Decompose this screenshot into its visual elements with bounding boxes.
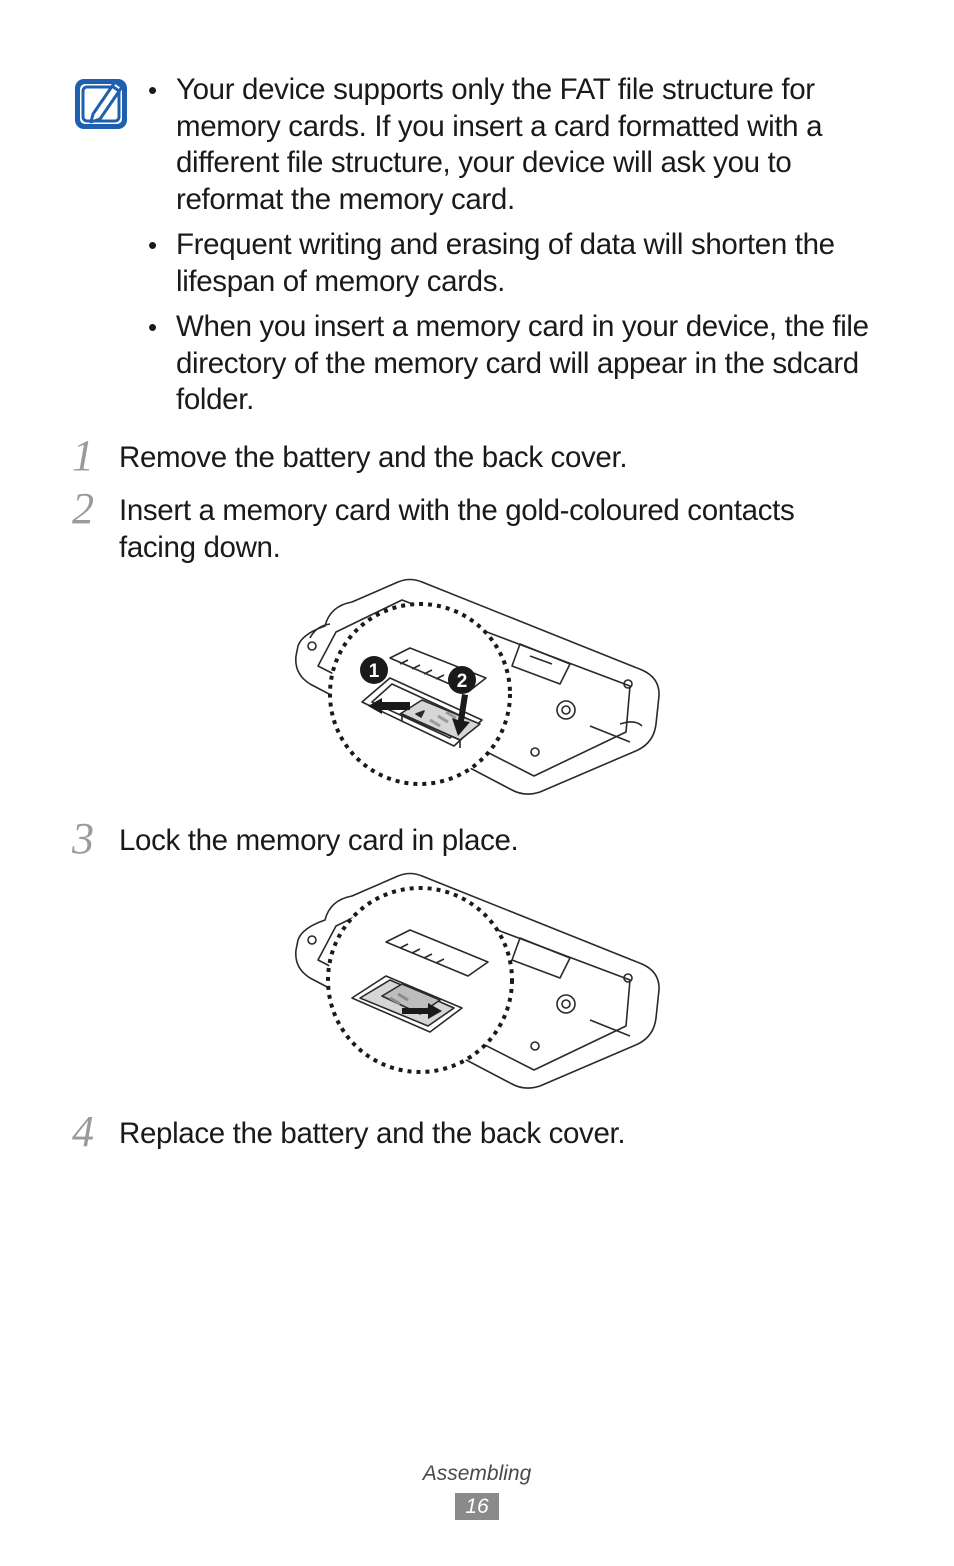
callout-2: 2 (456, 671, 468, 692)
step-text: Insert a memory card with the gold-coloured contacts facing down. (119, 494, 795, 564)
step-text: Lock the memory card in place. (119, 824, 519, 857)
step-number: 3 (72, 814, 94, 863)
step-text: Replace the battery and the back cover. (119, 1117, 626, 1150)
page-number: 16 (455, 1493, 499, 1520)
step-number: 1 (72, 431, 94, 480)
callout-1: 1 (368, 661, 380, 682)
lock-card-illustration (290, 868, 665, 1098)
note-item: • Your device supports only the FAT file structure for memory cards. If you insert a card formatted with a different file structure, your device will ask you to reformat the memory card. (148, 73, 823, 216)
note-item: • Frequent writing and erasing of data will shorten the lifespan of memory cards. (148, 228, 835, 298)
step-number: 2 (72, 484, 94, 533)
note-pencil-icon (73, 76, 131, 132)
note-list (146, 72, 886, 428)
section-label: Assembling (422, 1462, 532, 1485)
step-text: Remove the battery and the back cover. (119, 441, 628, 474)
step-number: 4 (72, 1107, 94, 1156)
note-item: • When you insert a memory card in your device, the file directory of the memory card will appear in the sdcard folder. (148, 310, 869, 416)
insert-card-illustration (290, 574, 665, 804)
